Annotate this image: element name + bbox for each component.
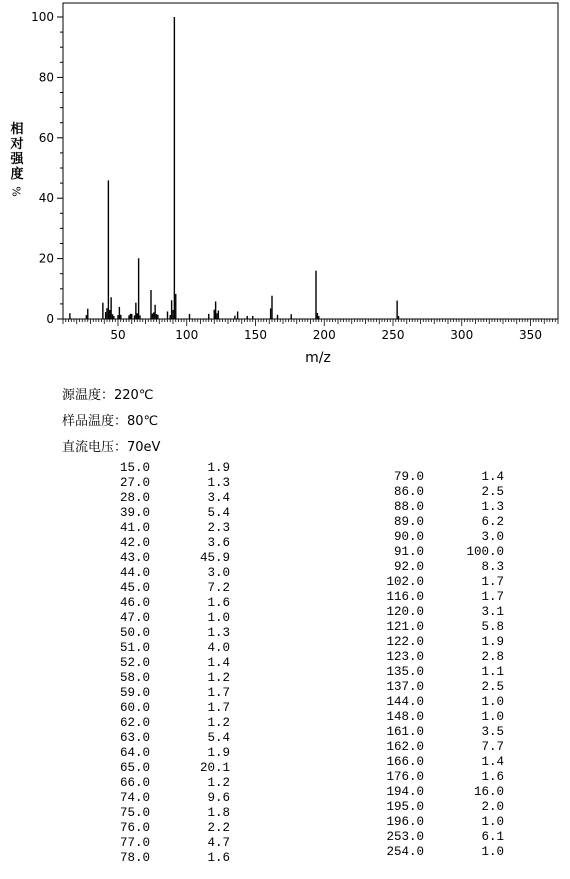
dc-voltage: 直流电压：70eV — [62, 440, 161, 455]
peak-table-row — [354, 590, 504, 605]
peak-table-row — [354, 695, 504, 710]
peak-intensity: 7.2 — [207, 581, 230, 595]
peak-table-row — [354, 755, 504, 770]
peak-mz: 166.0 — [386, 755, 424, 769]
peak-mz: 78.0 — [119, 851, 150, 865]
peak-intensity: 100.0 — [466, 545, 504, 559]
peak-table-row — [80, 791, 230, 806]
peak-intensity: 2.3 — [207, 521, 230, 535]
peak-mz: 47.0 — [119, 611, 150, 625]
peak-table-row — [80, 731, 230, 746]
x-axis-label: m/z — [305, 350, 331, 366]
peak-mz: 43.0 — [119, 551, 150, 565]
peak-table-row — [80, 746, 230, 761]
peak-intensity: 1.3 — [481, 500, 504, 514]
peak-intensity: 3.6 — [207, 536, 230, 550]
peak-mz: 64.0 — [119, 746, 150, 760]
plot-frame — [63, 3, 558, 319]
y-tick-label: 60 — [38, 130, 54, 145]
peak-table-row — [354, 650, 504, 665]
peak-table-row — [354, 635, 504, 650]
peak-intensity: 6.2 — [481, 515, 504, 529]
peak-mz: 161.0 — [386, 725, 424, 739]
peak-mz: 28.0 — [119, 491, 150, 505]
peak-intensity: 3.1 — [481, 605, 504, 619]
peak-intensity: 7.7 — [481, 740, 504, 754]
peak-table-row — [354, 725, 504, 740]
peak-intensity: 3.5 — [481, 725, 504, 739]
peak-mz: 253.0 — [386, 830, 424, 844]
peak-table-row — [80, 671, 230, 686]
peak-mz: 39.0 — [119, 506, 150, 520]
peak-table-right — [354, 470, 504, 860]
peak-table-row — [354, 740, 504, 755]
peak-mz: 137.0 — [386, 680, 424, 694]
x-tick-label: 300 — [450, 328, 474, 342]
peak-intensity: 2.8 — [481, 650, 504, 664]
peak-intensity: 1.0 — [481, 695, 504, 709]
x-tick-label: 250 — [381, 328, 405, 342]
peak-mz: 120.0 — [386, 605, 424, 619]
peak-intensity: 1.7 — [481, 590, 504, 604]
peak-table-row — [80, 521, 230, 536]
peak-table-row — [80, 686, 230, 701]
peak-intensity: 20.1 — [199, 761, 230, 775]
peak-table-row — [354, 815, 504, 830]
peak-mz: 88.0 — [393, 500, 424, 514]
peak-mz: 176.0 — [386, 770, 424, 784]
peak-intensity: 1.9 — [207, 461, 230, 475]
peak-intensity: 3.4 — [207, 491, 230, 505]
peak-table-row — [354, 680, 504, 695]
y-tick-label: 40 — [38, 191, 54, 206]
peak-mz: 86.0 — [393, 485, 424, 499]
peak-intensity: 1.6 — [207, 596, 230, 610]
peak-intensity: 2.5 — [481, 485, 504, 499]
peak-intensity: 9.6 — [207, 791, 230, 805]
peak-mz: 144.0 — [386, 695, 424, 709]
peak-intensity: 1.8 — [207, 806, 230, 820]
peak-mz: 52.0 — [119, 656, 150, 670]
peak-table-row — [354, 470, 504, 485]
peak-intensity: 1.2 — [207, 671, 230, 685]
peak-intensity: 1.0 — [481, 710, 504, 724]
peak-intensity: 6.1 — [481, 830, 504, 844]
y-axis-unit: % — [10, 186, 24, 197]
acquisition-conditions — [62, 383, 160, 461]
peak-table-row — [80, 836, 230, 851]
peak-mz: 196.0 — [386, 815, 424, 829]
peak-intensity: 3.0 — [207, 566, 230, 580]
peak-mz: 44.0 — [119, 566, 150, 580]
peak-mz: 50.0 — [119, 626, 150, 640]
peak-intensity: 1.4 — [481, 470, 504, 484]
peak-mz: 162.0 — [386, 740, 424, 754]
peak-mz: 58.0 — [119, 671, 150, 685]
peak-table-row — [354, 560, 504, 575]
peak-intensity: 1.0 — [481, 845, 504, 859]
peak-intensity: 1.3 — [207, 626, 230, 640]
y-axis-label-text — [8, 122, 26, 182]
peak-table-row — [354, 605, 504, 620]
peak-mz: 91.0 — [393, 545, 424, 559]
peak-table-row — [80, 761, 230, 776]
peak-table-row — [80, 701, 230, 716]
peak-intensity: 1.4 — [481, 755, 504, 769]
y-axis — [31, 10, 63, 326]
x-axis — [63, 319, 558, 342]
peak-table-row — [80, 566, 230, 581]
peak-table-row — [354, 620, 504, 635]
peak-mz: 90.0 — [393, 530, 424, 544]
peak-intensity: 45.9 — [199, 551, 230, 565]
x-tick-label: 150 — [244, 328, 267, 342]
peak-table-row — [80, 551, 230, 566]
peak-table-row — [80, 461, 230, 476]
mass-spectrum-chart — [0, 0, 570, 372]
peak-mz: 63.0 — [119, 731, 150, 745]
y-axis-label-char: 相 — [10, 122, 24, 137]
peak-mz: 15.0 — [119, 461, 150, 475]
peak-mz: 102.0 — [386, 575, 424, 589]
peak-intensity: 1.4 — [207, 656, 230, 670]
peak-table-left — [80, 461, 230, 866]
peak-table-row — [80, 821, 230, 836]
peak-mz: 116.0 — [386, 590, 424, 604]
x-tick-label: 100 — [175, 328, 199, 342]
peak-mz: 75.0 — [119, 806, 150, 820]
peak-mz: 195.0 — [386, 800, 424, 814]
peak-intensity: 1.2 — [207, 716, 230, 730]
peak-table-row — [354, 485, 504, 500]
source-temperature: 源温度：220℃ — [62, 388, 154, 403]
y-axis-label-char: 度 — [10, 167, 24, 182]
peak-table-row — [80, 656, 230, 671]
peak-mz: 42.0 — [119, 536, 150, 550]
peak-table-row — [354, 770, 504, 785]
peak-mz: 27.0 — [119, 476, 150, 490]
peak-mz: 59.0 — [119, 686, 150, 700]
peak-table-row — [354, 845, 504, 860]
y-tick-label: 20 — [38, 251, 54, 266]
peak-mz: 122.0 — [386, 635, 424, 649]
peak-table-row — [354, 545, 504, 560]
peak-table-row — [80, 506, 230, 521]
y-tick-label: 80 — [38, 70, 54, 85]
peak-intensity: 1.7 — [481, 575, 504, 589]
y-axis-label-char: 强 — [10, 152, 24, 167]
peak-table-row — [354, 575, 504, 590]
peak-intensity: 2.2 — [207, 821, 230, 835]
peak-mz: 123.0 — [386, 650, 424, 664]
peak-intensity: 1.7 — [207, 686, 230, 700]
peak-mz: 76.0 — [119, 821, 150, 835]
sample-temperature: 样品温度：80℃ — [62, 414, 159, 429]
peak-table-row — [80, 641, 230, 656]
y-axis-label — [8, 122, 26, 199]
peak-intensity: 1.9 — [481, 635, 504, 649]
peak-table-row — [354, 515, 504, 530]
peak-mz: 148.0 — [386, 710, 424, 724]
peak-mz: 77.0 — [119, 836, 150, 850]
peak-table-row — [80, 716, 230, 731]
peak-mz: 45.0 — [119, 581, 150, 595]
peak-intensity: 2.0 — [481, 800, 504, 814]
peak-table-row — [80, 581, 230, 596]
peak-table-row — [80, 491, 230, 506]
peak-table-row — [80, 806, 230, 821]
peak-mz: 51.0 — [119, 641, 150, 655]
peak-intensity: 3.0 — [481, 530, 504, 544]
peak-bars — [70, 17, 399, 319]
peak-mz: 65.0 — [119, 761, 150, 775]
x-tick-label: 200 — [312, 328, 336, 342]
peak-intensity: 1.3 — [207, 476, 230, 490]
peak-mz: 135.0 — [386, 665, 424, 679]
peak-intensity: 5.4 — [207, 731, 230, 745]
peak-table-row — [80, 596, 230, 611]
peak-intensity: 5.4 — [207, 506, 230, 520]
peak-table-row — [80, 776, 230, 791]
peak-intensity: 4.7 — [207, 836, 230, 850]
peak-intensity: 1.1 — [481, 665, 504, 679]
peak-intensity: 4.0 — [207, 641, 230, 655]
peak-intensity: 1.7 — [207, 701, 230, 715]
peak-table-row — [80, 851, 230, 866]
peak-mz: 89.0 — [393, 515, 424, 529]
peak-intensity: 1.0 — [481, 815, 504, 829]
peak-intensity: 1.6 — [481, 770, 504, 784]
y-axis-label-char: 对 — [10, 137, 24, 152]
peak-table-row — [80, 536, 230, 551]
peak-intensity: 1.9 — [207, 746, 230, 760]
peak-mz: 79.0 — [393, 470, 424, 484]
peak-table-row — [354, 500, 504, 515]
peak-intensity: 2.5 — [481, 680, 504, 694]
peak-mz: 92.0 — [393, 560, 424, 574]
peak-mz: 194.0 — [386, 785, 424, 799]
x-tick-label: 50 — [110, 328, 126, 342]
peak-table-row — [80, 626, 230, 641]
peak-mz: 254.0 — [386, 845, 424, 859]
peak-intensity: 8.3 — [481, 560, 504, 574]
peak-table-row — [354, 530, 504, 545]
peak-intensity: 5.8 — [481, 620, 504, 634]
peak-table-row — [80, 611, 230, 626]
peak-mz: 121.0 — [386, 620, 424, 634]
peak-table-row — [354, 830, 504, 845]
peak-intensity: 1.0 — [207, 611, 230, 625]
peak-table-row — [354, 785, 504, 800]
peak-mz: 41.0 — [119, 521, 150, 535]
y-tick-label: 100 — [31, 10, 54, 24]
peak-table-row — [354, 800, 504, 815]
peak-intensity: 16.0 — [473, 785, 504, 799]
peak-mz: 60.0 — [119, 701, 150, 715]
peak-table-row — [354, 665, 504, 680]
peak-mz: 62.0 — [119, 716, 150, 730]
y-tick-label: 0 — [46, 312, 54, 326]
peak-intensity: 1.6 — [207, 851, 230, 865]
peak-mz: 46.0 — [119, 596, 150, 610]
peak-table-row — [354, 710, 504, 725]
peak-table-row — [80, 476, 230, 491]
x-tick-label: 350 — [519, 328, 542, 342]
peak-mz: 74.0 — [119, 791, 150, 805]
peak-mz: 66.0 — [119, 776, 150, 790]
peak-intensity: 1.2 — [207, 776, 230, 790]
